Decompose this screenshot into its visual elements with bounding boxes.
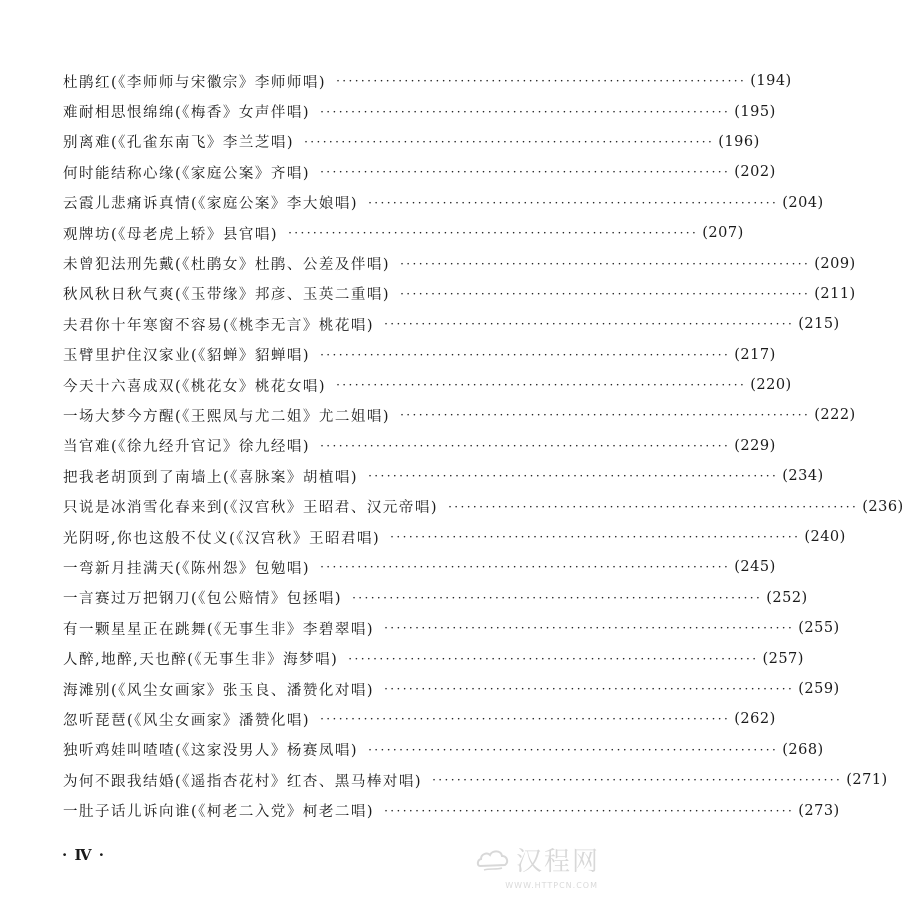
toc-entry-page: (257) (762, 650, 804, 667)
toc-leader-dots: ·································································· (384, 621, 795, 636)
toc-entry-title: 今天十六喜成双(《桃花女》桃花女唱) (63, 378, 327, 395)
toc-entry (63, 522, 846, 552)
toc-entry-page: (211) (814, 285, 856, 302)
toc-entry-title: 独听鸡娃叫喳喳(《这家没男人》杨赛凤唱) (63, 743, 359, 760)
toc-leader-dots: ·································································· (400, 256, 811, 271)
toc-entry-page: (273) (798, 802, 840, 819)
toc-entry-title: 别离难(《孔雀东南飞》李兰芝唱) (63, 135, 295, 152)
toc-entry-title: 为何不跟我结婚(《遥指杏花村》红杏、黑马棒对唱) (63, 773, 423, 790)
toc-entry-page: (252) (766, 589, 808, 606)
toc-entry-page: (204) (782, 194, 824, 211)
toc-entry-page: (262) (734, 711, 776, 728)
toc-entry-title: 玉臂里护住汉家业(《貂蝉》貂蝉唱) (63, 348, 311, 365)
toc-entry-page: (195) (734, 103, 776, 120)
toc-entry (63, 400, 856, 430)
toc-entry-title: 只说是冰消雪化春来到(《汉宫秋》王昭君、汉元帝唱) (63, 500, 439, 517)
toc-leader-dots: ·································································· (288, 226, 699, 241)
toc-entry-title: 一弯新月挂满天(《陈州怨》包勉唱) (63, 560, 311, 577)
toc-leader-dots: ·································································· (448, 499, 859, 514)
toc-entry-page: (196) (718, 133, 760, 150)
toc-entry (63, 188, 824, 218)
toc-leader-dots: ·································································· (320, 165, 731, 180)
toc-entry-title: 未曾犯法刑先戴(《杜鹃女》杜鹃、公差及伴唱) (63, 257, 391, 274)
toc-entry (63, 735, 824, 765)
toc-entry-page: (259) (798, 681, 840, 697)
toc-leader-dots: ·································································· (336, 378, 747, 393)
page-number: · Ⅳ · (62, 846, 105, 864)
toc-entry (63, 96, 776, 126)
toc-entry (63, 461, 824, 491)
toc-entry-page: (207) (702, 225, 744, 242)
toc-leader-dots: ·································································· (320, 347, 731, 362)
toc-entry (63, 279, 856, 309)
toc-entry (63, 431, 776, 461)
toc-entry (63, 583, 808, 613)
toc-entry-page: (240) (804, 529, 846, 546)
toc-entry-title: 当官难(《徐九经升官记》徐九经唱) (63, 439, 311, 456)
toc-leader-dots: ·································································· (336, 74, 747, 89)
toc-entry-title: 忽听琵琶(《风尘女画家》潘赞化唱) (63, 712, 311, 729)
toc-leader-dots: ·································································· (320, 104, 731, 119)
toc-leader-dots: ·································································· (320, 712, 731, 727)
toc-entry-page: (202) (734, 164, 776, 181)
toc-entry-title: 秋风秋日秋气爽(《玉带缘》邦彦、玉英二重唱) (63, 287, 391, 304)
toc-leader-dots: ·································································· (368, 469, 779, 484)
table-of-contents (63, 66, 904, 826)
toc-leader-dots: ·································································· (384, 803, 795, 818)
toc-entry (63, 218, 744, 248)
toc-entry (63, 643, 804, 673)
toc-entry (63, 370, 792, 400)
toc-entry-title: 杜鹃红(《李师师与宋徽宗》李师师唱) (63, 74, 327, 91)
toc-entry-page: (271) (846, 772, 888, 789)
toc-entry-page: (236) (862, 498, 904, 515)
toc-entry (63, 340, 776, 370)
toc-entry-title: 一言赛过万把钢刀(《包公赔情》包拯唱) (63, 591, 343, 608)
toc-entry (63, 613, 840, 643)
toc-entry-title: 有一颗星星正在跳舞(《无事生非》李碧翠唱) (63, 621, 375, 638)
toc-entry-title: 光阴呀,你也这般不仗义(《汉宫秋》王昭君唱) (63, 530, 381, 547)
toc-entry-page: (220) (750, 377, 792, 394)
toc-leader-dots: ·································································· (390, 530, 801, 545)
toc-entry-title: 一肚子话儿诉向谁(《柯老二入党》柯老二唱) (63, 804, 375, 821)
toc-entry (63, 704, 776, 734)
toc-entry (63, 248, 856, 278)
toc-leader-dots: ·································································· (400, 408, 811, 423)
toc-leader-dots: ·································································· (368, 742, 779, 757)
toc-entry-title: 海滩别(《风尘女画家》张玉良、潘赞化对唱) (63, 682, 375, 699)
toc-leader-dots: ·································································· (400, 286, 811, 301)
toc-leader-dots: ·································································· (320, 560, 731, 575)
toc-leader-dots: ·································································· (348, 651, 759, 666)
toc-entry-title: 人醉,地醉,天也醉(《无事生非》海梦唱) (63, 652, 339, 669)
toc-entry-page: (194) (750, 73, 792, 90)
toc-entry-title: 夫君你十年寒窗不容易(《桃李无言》桃花唱) (63, 317, 375, 334)
cloud-logo-icon (476, 846, 510, 874)
toc-entry-page: (217) (734, 346, 776, 363)
toc-entry-page: (268) (782, 741, 824, 758)
toc-entry-title: 把我老胡顶到了南墙上(《喜脉案》胡植唱) (63, 469, 359, 486)
toc-entry (63, 66, 792, 96)
toc-leader-dots: ·································································· (368, 195, 779, 210)
watermark-text: 汉程网 (515, 847, 600, 877)
toc-entry-title: 一场大梦今方醒(《王熙凤与尤二姐》尤二姐唱) (63, 408, 391, 425)
toc-entry-page: (229) (734, 437, 776, 454)
toc-leader-dots: ·································································· (320, 438, 731, 453)
toc-entry-title: 难耐相思恨绵绵(《梅香》女声伴唱) (63, 105, 311, 122)
toc-entry (63, 765, 888, 795)
watermark-url: WWW.HTTPCN.COM (505, 881, 598, 890)
toc-entry-page: (234) (782, 468, 824, 485)
toc-entry (63, 127, 760, 157)
toc-entry (63, 157, 776, 187)
toc-entry (63, 795, 840, 825)
toc-leader-dots: ·································································· (304, 134, 715, 149)
toc-entry-page: (209) (814, 255, 856, 272)
toc-entry (63, 552, 776, 582)
watermark (476, 841, 600, 890)
toc-entry-page: (255) (798, 620, 840, 637)
toc-entry (63, 674, 840, 704)
toc-leader-dots: ·································································· (384, 682, 795, 696)
toc-entry-title: 何时能结称心缘(《家庭公案》齐唱) (63, 165, 311, 182)
toc-entry-title: 观牌坊(《母老虎上轿》县官唱) (63, 226, 279, 243)
toc-leader-dots: ·································································· (352, 590, 763, 605)
toc-leader-dots: ·································································· (432, 773, 843, 788)
toc-entry-page: (222) (814, 407, 856, 424)
toc-entry-title: 云霞儿悲痛诉真情(《家庭公案》李大娘唱) (63, 196, 359, 213)
toc-leader-dots: ·································································· (384, 317, 795, 332)
toc-entry (63, 309, 840, 339)
toc-entry-page: (245) (734, 559, 776, 576)
toc-entry-page: (215) (798, 316, 840, 333)
toc-entry (63, 491, 904, 521)
